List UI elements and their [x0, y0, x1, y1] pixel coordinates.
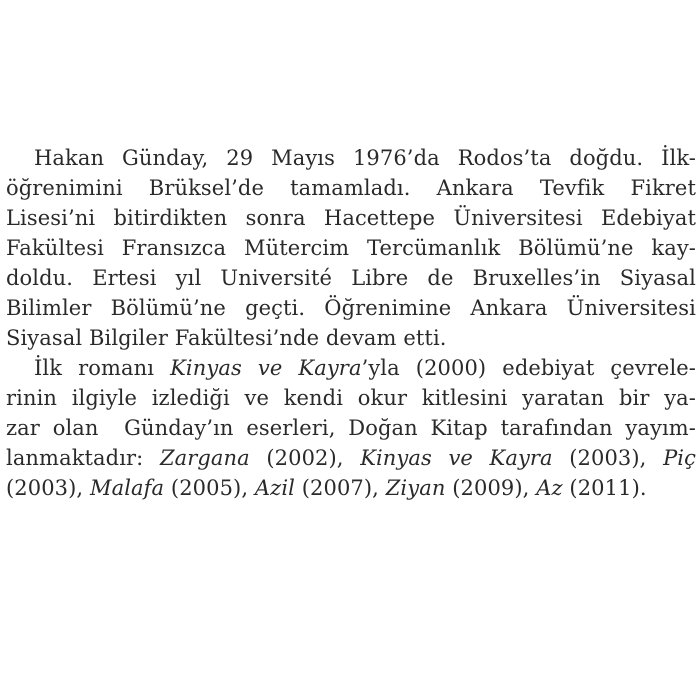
book-title: Malafa — [89, 476, 165, 500]
text-line — [6, 473, 696, 503]
text-line — [6, 413, 696, 443]
text-run: İlk romanı — [34, 356, 171, 380]
text-run: Hakan Günday, 29 Mayıs 1976’da Rodos’ta doğdu. İlk- — [34, 146, 696, 170]
text-run: (2009), — [445, 476, 537, 500]
text-line — [6, 203, 696, 233]
text-run: ’yla (2000) edebiyat çevrele- — [361, 356, 696, 380]
text-run: Bilimler Bölümü’ne geçti. Öğrenimine Ankara Üniversitesi — [6, 296, 696, 320]
text-run: doldu. Ertesi yıl Université Libre de Bruxelles’in Siyasal — [6, 266, 696, 290]
text-line — [6, 143, 696, 173]
book-title: Azil — [254, 476, 295, 500]
text-run: Lisesi’ni bitirdikten sonra Hacettepe Üniversitesi Edebiyat — [6, 206, 696, 230]
text-run: (2002), — [249, 446, 361, 470]
text-line — [6, 443, 696, 473]
text-line — [6, 323, 696, 353]
text-run: (2003), — [552, 446, 664, 470]
text-line — [6, 293, 696, 323]
book-title: Kinyas ve Kayra — [360, 446, 553, 470]
text-run: lanmaktadır: — [6, 446, 160, 470]
paragraph-biography — [6, 143, 696, 353]
book-title: Piç — [663, 446, 696, 470]
text-run: (2003), — [6, 476, 90, 500]
text-run: (2011). — [562, 476, 647, 500]
paragraph-works — [6, 353, 696, 503]
text-run: Fakültesi Fransızca Mütercim Tercümanlık Bölümü’ne kay- — [6, 236, 696, 260]
text-run: öğrenimini Brüksel’de tamamladı. Ankara Tevfik Fikret — [6, 176, 696, 200]
text-line — [6, 353, 696, 383]
text-line — [6, 263, 696, 293]
author-bio — [6, 143, 696, 503]
text-run: (2005), — [164, 476, 255, 500]
text-run: Siyasal Bilgiler Fakültesi’nde devam etti. — [6, 326, 447, 350]
text-run: (2007), — [294, 476, 386, 500]
text-line — [6, 233, 696, 263]
text-line — [6, 173, 696, 203]
text-line — [6, 383, 696, 413]
text-run: zar olan Günday’ın eserleri, Doğan Kitap tarafından yayım- — [6, 416, 696, 440]
book-title: Ziyan — [385, 476, 446, 500]
book-title: Az — [536, 476, 563, 500]
book-title: Kinyas ve Kayra — [170, 356, 362, 380]
text-run: rinin ilgiyle izlediği ve kendi okur kitlesini yaratan bir ya- — [6, 386, 696, 410]
book-title: Zargana — [159, 446, 250, 470]
